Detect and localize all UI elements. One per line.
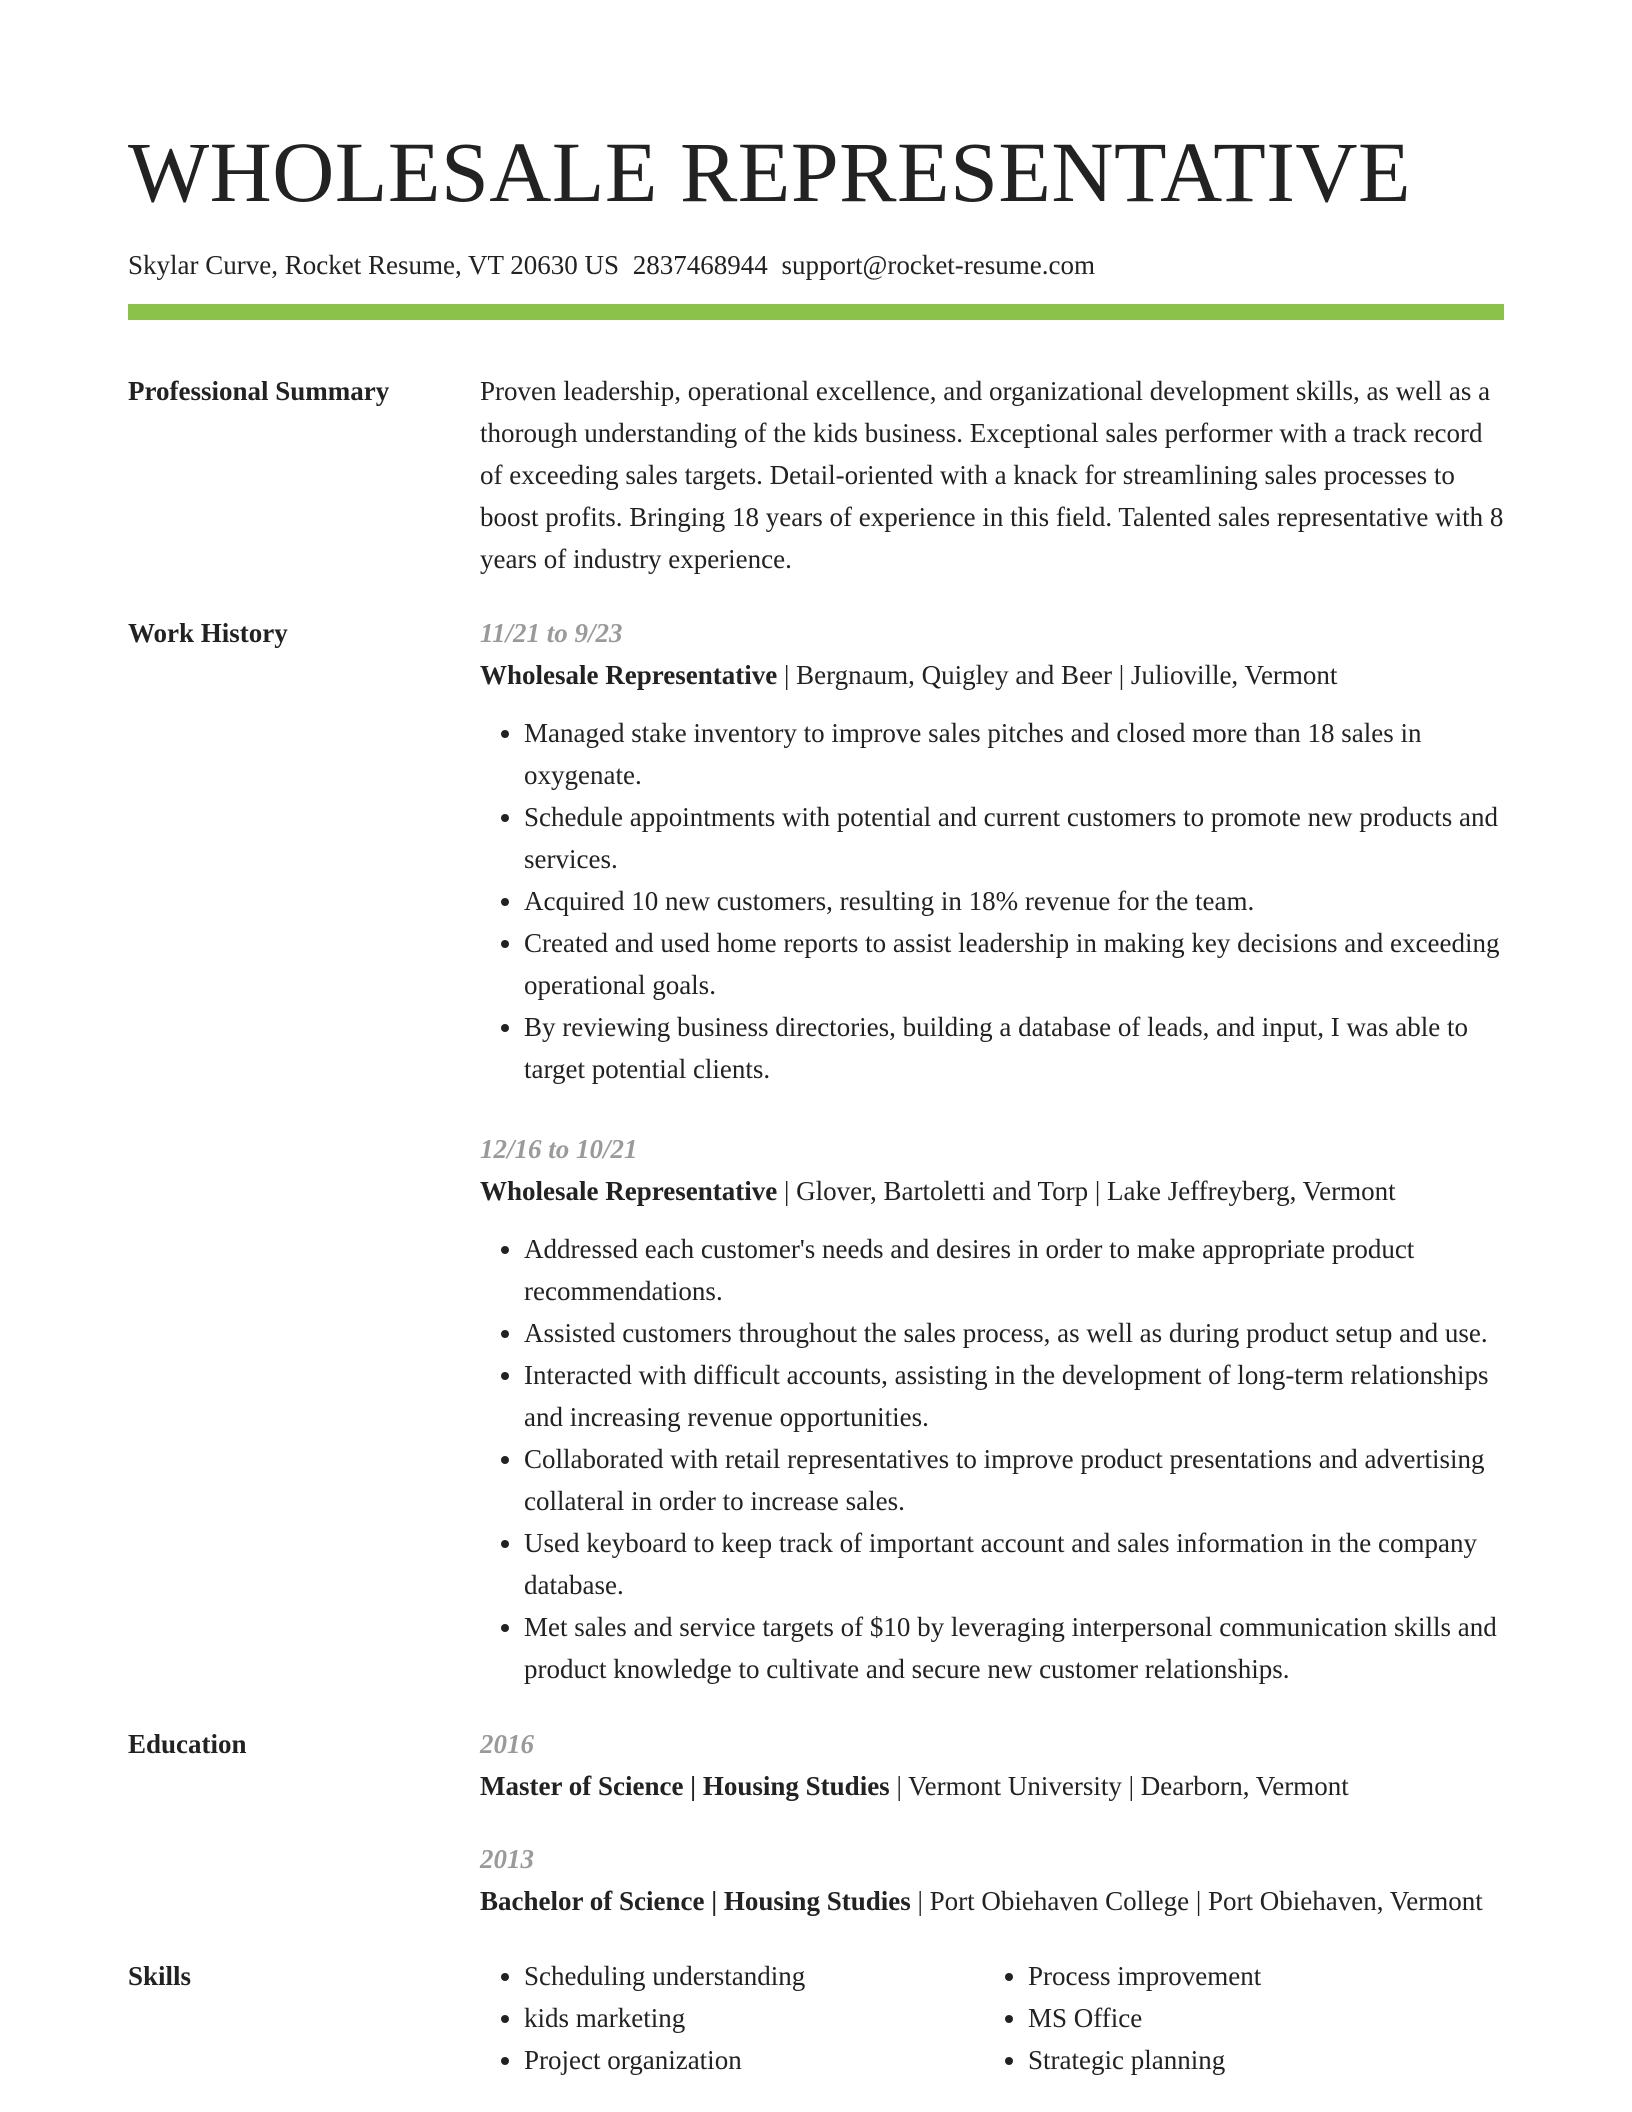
job-bullet: • Assisted customers throughout the sales process, as well as during product setup and use. — [524, 1312, 1504, 1354]
degree-entry — [480, 1838, 1504, 1922]
job-bullet: • By reviewing business directories, building a database of leads, and input, I was able to target potential clients. — [524, 1006, 1504, 1090]
job-employer-location: | Bergnaum, Quigley and Beer | Julioville, Vermont — [777, 660, 1338, 690]
skill-item: • Scheduling understanding — [524, 1955, 984, 1997]
job-heading — [480, 654, 1504, 696]
job-entry — [480, 1128, 1504, 1690]
summary-heading: Professional Summary — [128, 376, 390, 406]
contact-email: support@rocket-resume.com — [781, 250, 1096, 280]
degree-school-location: | Port Obiehaven College | Port Obiehaven, Vermont — [910, 1886, 1483, 1916]
job-bullet: • Managed stake inventory to improve sales pitches and closed more than 18 sales in oxygenate. — [524, 712, 1504, 796]
job-bullet: • Used keyboard to keep track of important account and sales information in the company database. — [524, 1522, 1504, 1606]
degree-entry — [480, 1723, 1504, 1807]
education-heading: Education — [128, 1729, 247, 1759]
skills-list-left — [480, 1955, 984, 2081]
degree-year: 2016 — [480, 1729, 534, 1759]
job-bullets — [480, 712, 1504, 1090]
job-title: Wholesale Representative — [480, 1176, 778, 1206]
job-dates: 11/21 to 9/23 — [480, 618, 623, 648]
education-section — [128, 1723, 1504, 1922]
job-bullet: • Interacted with difficult accounts, assisting in the development of long-term relationships and increasing revenue opportunities. — [524, 1354, 1504, 1438]
resume-title: WHOLESALE REPRESENTATIVE — [128, 124, 1412, 220]
header-divider — [128, 304, 1504, 320]
contact-line — [128, 248, 1504, 282]
skill-item: • MS Office — [1028, 1997, 1488, 2039]
degree-school-location: | Vermont University | Dearborn, Vermont — [889, 1771, 1349, 1801]
work-history-section — [128, 612, 1504, 1690]
degree-name: Master of Science | Housing Studies — [480, 1771, 890, 1801]
job-bullet: • Collaborated with retail representatives to improve product presentations and advertising collateral in order to increase sales. — [524, 1438, 1504, 1522]
contact-phone: 2837468944 — [632, 250, 768, 280]
degree-year: 2013 — [480, 1844, 534, 1874]
skill-item: • kids marketing — [524, 1997, 984, 2039]
job-entry — [480, 612, 1504, 1090]
skill-item: • Process improvement — [1028, 1955, 1488, 1997]
job-bullet: • Created and used home reports to assist leadership in making key decisions and exceeding operational goals. — [524, 922, 1504, 1006]
job-bullet: • Met sales and service targets of $10 by leveraging interpersonal communication skills and product knowledge to cultivate and secure new customer relationships. — [524, 1606, 1504, 1690]
work-history-heading: Work History — [128, 618, 288, 648]
job-title: Wholesale Representative — [480, 660, 778, 690]
job-dates: 12/16 to 10/21 — [480, 1134, 638, 1164]
job-bullet: • Schedule appointments with potential and current customers to promote new products and services. — [524, 796, 1504, 880]
summary-section — [128, 370, 1504, 580]
degree-heading — [480, 1880, 1504, 1922]
skills-section — [128, 1955, 1504, 2081]
job-bullet: • Addressed each customer's needs and desires in order to make appropriate product recommendations. — [524, 1228, 1504, 1312]
skill-item: • Strategic planning — [1028, 2039, 1488, 2081]
job-heading — [480, 1170, 1504, 1212]
job-bullet: • Acquired 10 new customers, resulting in 18% revenue for the team. — [524, 880, 1504, 922]
degree-name: Bachelor of Science | Housing Studies — [480, 1886, 911, 1916]
skills-list-right — [984, 1955, 1488, 2081]
summary-text: Proven leadership, operational excellence, and organizational development skills, as well as a thorough understanding of the kids business. Exceptional sales performer with a track record of exceeding sales targets. Detail-oriented with a knack for streamlining sales processes to boost profits. Bringing 18 years of experience in this field. Talented sales representative with 8 years of industry experience. — [480, 376, 1504, 574]
degree-heading — [480, 1765, 1504, 1807]
skills-heading: Skills — [128, 1961, 192, 1991]
skills-columns — [480, 1955, 1504, 2081]
job-employer-location: | Glover, Bartoletti and Torp | Lake Jeffreyberg, Vermont — [777, 1176, 1396, 1206]
contact-address: Skylar Curve, Rocket Resume, VT 20630 US — [128, 250, 619, 280]
skill-item: • Project organization — [524, 2039, 984, 2081]
resume-page — [128, 0, 1504, 2081]
job-bullets — [480, 1228, 1504, 1690]
